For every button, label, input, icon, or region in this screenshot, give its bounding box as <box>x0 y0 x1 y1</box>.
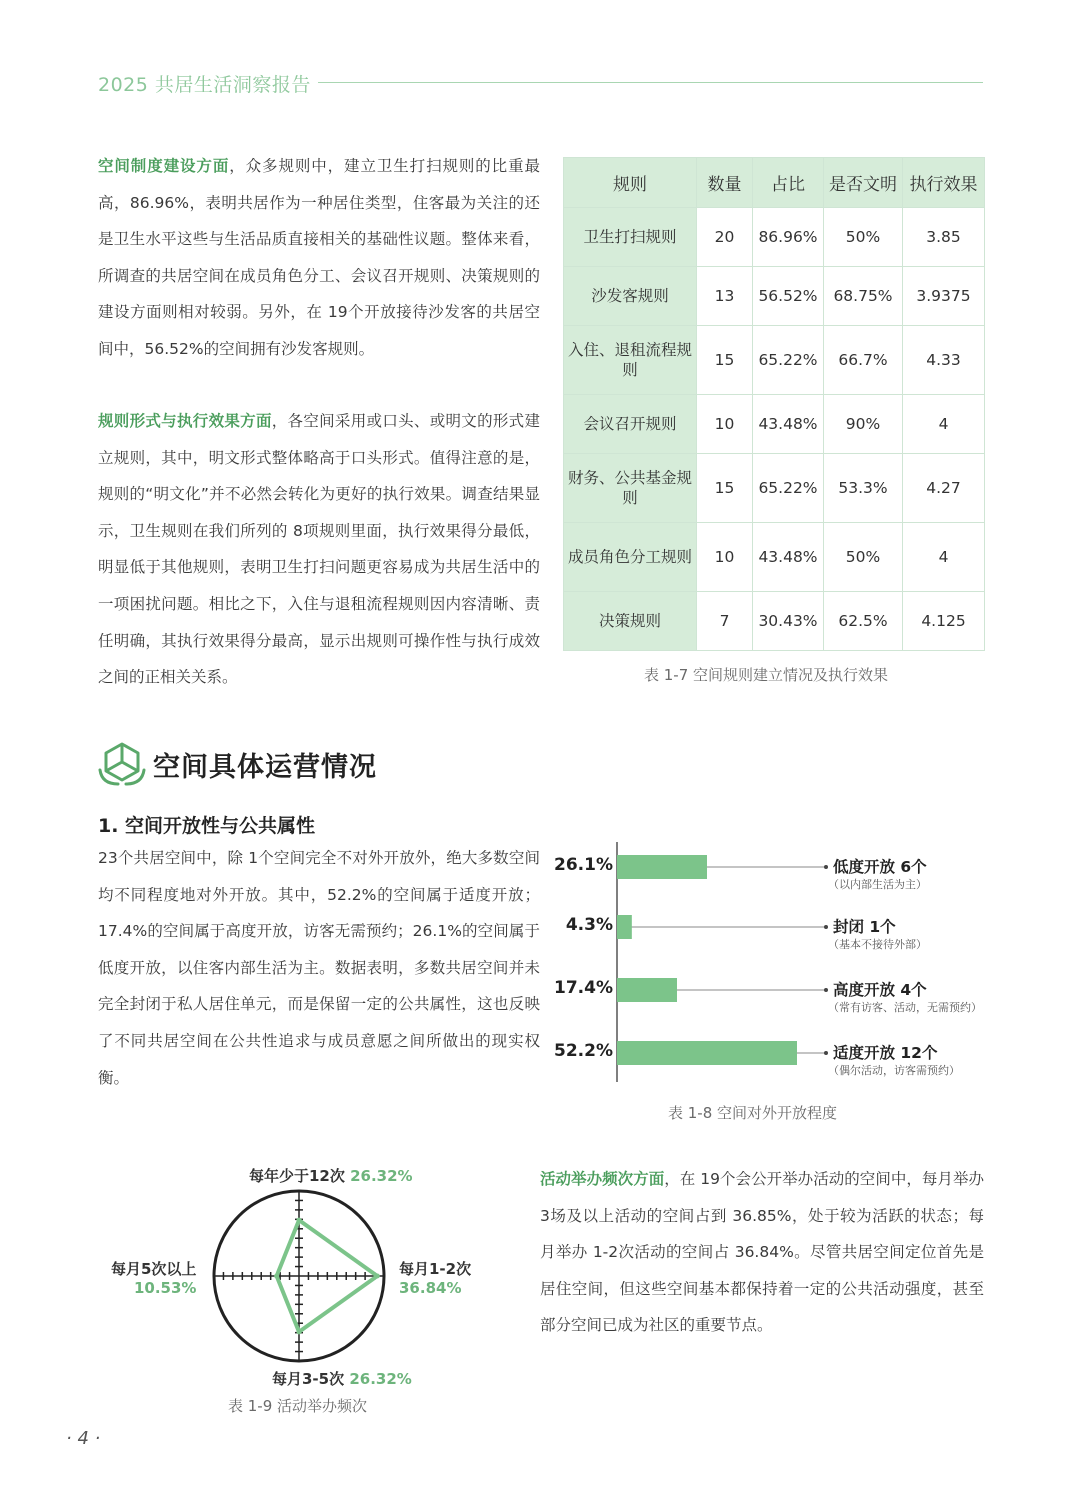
table-cell: 43.48% <box>753 395 824 454</box>
rule-name: 决策规则 <box>564 592 697 651</box>
table-cell: 4 <box>903 395 985 454</box>
col-header: 占比 <box>753 158 824 208</box>
bar-category-label: 低度开放 6个 <box>833 858 927 876</box>
table-row <box>564 523 985 592</box>
header-divider <box>318 82 983 83</box>
table-cell: 15 <box>697 326 753 395</box>
table-cell: 66.7% <box>824 326 903 395</box>
paragraph-rule-construction <box>98 148 540 368</box>
bar-category-label: 封闭 1个 <box>833 918 896 936</box>
paragraph-openness: 23个共居空间中，除 1个空间完全不对外开放外，绝大多数空间均不同程度地对外开放。其中，52.2%的空间属于适度开放；17.4%的空间属于高度开放，访客无需预约；26.1%的空间属于低度开放，以住客内部生活为主。数据表明，多数共居空间并未完全封闭于私人居住单元，而是保留一定的公共属性，这也反映了不同共居空间在公共性追求与成员意愿之间所做出的现实权衡。 <box>98 849 540 1087</box>
table-row <box>564 592 985 651</box>
rule-name: 沙发客规则 <box>564 267 697 326</box>
radar-axis-name: 每月5次以上 <box>111 1260 197 1278</box>
radar-point <box>375 1274 380 1279</box>
bar-value-label: 26.1% <box>554 855 613 875</box>
bar <box>617 915 632 939</box>
table-cell: 4.125 <box>903 592 985 651</box>
table-cell: 15 <box>697 454 753 523</box>
table-cell: 7 <box>697 592 753 651</box>
bar-value-label: 17.4% <box>554 978 613 998</box>
rule-name: 成员角色分工规则 <box>564 523 697 592</box>
page-number: · 4 · <box>66 1428 101 1449</box>
table-cell: 56.52% <box>753 267 824 326</box>
bar-leader-dot <box>824 988 828 992</box>
table-row <box>564 454 985 523</box>
table-cell: 50% <box>824 208 903 267</box>
table-header-row <box>564 158 985 208</box>
table-cell: 13 <box>697 267 753 326</box>
col-header: 数量 <box>697 158 753 208</box>
radar-axis-label <box>272 1368 412 1389</box>
radar-axis-label <box>111 1258 196 1297</box>
col-header: 执行效果 <box>903 158 985 208</box>
radar-point <box>297 1329 302 1334</box>
table-cell: 4.27 <box>903 454 985 523</box>
table-cell: 30.43% <box>753 592 824 651</box>
radar-point <box>274 1274 279 1279</box>
table-cell: 86.96% <box>753 208 824 267</box>
radar-value-label: 26.32% <box>350 1167 413 1185</box>
paragraph-activity <box>540 1161 984 1344</box>
table-cell: 3.85 <box>903 208 985 267</box>
table-cell: 10 <box>697 523 753 592</box>
paragraph-rule-form <box>98 403 540 696</box>
radar-axis-name: 每年少于12次 <box>249 1167 345 1185</box>
table-cell: 65.22% <box>753 326 824 395</box>
highlight-text: 活动举办频次方面 <box>540 1170 665 1188</box>
table-cell: 4.33 <box>903 326 985 395</box>
bar-leader-dot <box>824 925 828 929</box>
bar <box>617 855 707 879</box>
bar-note: （以内部生活为主） <box>828 878 927 891</box>
table-cell: 3.9375 <box>903 267 985 326</box>
subsection-title: 1. 空间开放性与公共属性 <box>98 815 316 837</box>
radar-axis-name: 每月3-5次 <box>272 1370 345 1388</box>
bar <box>617 1041 797 1065</box>
col-header: 是否文明 <box>824 158 903 208</box>
table-cell: 20 <box>697 208 753 267</box>
table-row <box>564 267 985 326</box>
chart-caption: 表 1-9 活动举办频次 <box>228 1397 368 1415</box>
rule-name: 会议召开规则 <box>564 395 697 454</box>
bar-leader-dot <box>824 865 828 869</box>
radar-value-label: 26.32% <box>349 1370 412 1388</box>
radar-series-polygon <box>277 1220 378 1332</box>
table-cell: 65.22% <box>753 454 824 523</box>
body-text: ，各空间采用或口头、或明文的形式建立规则，其中，明文形式整体略高于口头形式。值得注意的是，规则的“明文化”并不必然会转化为更好的执行效果。调查结果显示，卫生规则在我们所列的 8项规则里面，执行效果得分最低，明显低于其他规则，表明卫生打扫问题更容易成为共居生活中的一项困扰问题。相比之下，入住与退租流程规则因内容清晰、责任明确，其执行效果得分最高，显示出规则可操作性与执行成效之间的正相关关系。 <box>98 412 540 687</box>
bar-leader-dot <box>824 1051 828 1055</box>
bar-note: （基本不接待外部） <box>828 938 927 951</box>
bar-note: （常有访客、活动，无需预约） <box>828 1001 982 1014</box>
highlight-text: 规则形式与执行效果方面 <box>98 412 272 430</box>
col-header: 规则 <box>564 158 697 208</box>
radar-value-label: 36.84% <box>399 1279 462 1297</box>
section-title: 空间具体运营情况 <box>153 752 377 783</box>
table-cell: 62.5% <box>824 592 903 651</box>
table-cell: 68.75% <box>824 267 903 326</box>
body-text: ，在 19个会公开举办活动的空间中，每月举办 3场及以上活动的空间占到 36.85%，处于较为活跃的状态；每月举办 1-2次活动的空间占 36.84%。尽管共居空间定位首先是居住空间，但这些空间基本都保持着一定的公共活动强度，甚至部分空间已成为社区的重要节点。 <box>540 1170 984 1335</box>
table-cell: 90% <box>824 395 903 454</box>
highlight-text: 空间制度建设方面 <box>98 157 230 175</box>
bar-category-label: 高度开放 4个 <box>833 981 927 999</box>
rules-table <box>563 157 985 651</box>
radar-point <box>297 1218 302 1223</box>
bar-note: （偶尔活动，访客需预约） <box>828 1064 960 1077</box>
table-row <box>564 208 985 267</box>
bar-category-label: 适度开放 12个 <box>833 1044 938 1062</box>
body-text: ，众多规则中，建立卫生打扫规则的比重最高，86.96%，表明共居作为一种居住类型，住客最为关注的还是卫生水平这些与生活品质直接相关的基础性议题。整体来看，所调查的共居空间在成员角色分工、会议召开规则、决策规则的建设方面则相对较弱。另外，在 19个开放接待沙发客的共居空间中，56.52%的空间拥有沙发客规则。 <box>98 157 540 358</box>
table-cell: 4 <box>903 523 985 592</box>
bar-value-label: 52.2% <box>554 1041 613 1061</box>
radar-value-label: 10.53% <box>133 1279 197 1297</box>
header-title: 2025 共居生活洞察报告 <box>98 74 311 96</box>
bar <box>617 978 677 1002</box>
radar-circle <box>214 1191 384 1361</box>
table-caption: 表 1-7 空间规则建立情况及执行效果 <box>644 666 889 684</box>
table-cell: 50% <box>824 523 903 592</box>
table-row <box>564 395 985 454</box>
radar-axis-label <box>249 1165 413 1186</box>
bar-value-label: 4.3% <box>565 915 613 935</box>
table-row <box>564 326 985 395</box>
radar-axis-name: 每月1-2次 <box>399 1260 472 1278</box>
radar-axis-label <box>399 1258 471 1297</box>
rule-name: 入住、退租流程规则 <box>564 326 697 395</box>
table-cell: 53.3% <box>824 454 903 523</box>
community-icon <box>96 740 148 788</box>
rule-name: 财务、公共基金规则 <box>564 454 697 523</box>
table-cell: 43.48% <box>753 523 824 592</box>
chart-caption: 表 1-8 空间对外开放程度 <box>668 1104 838 1122</box>
table-cell: 10 <box>697 395 753 454</box>
rule-name: 卫生打扫规则 <box>564 208 697 267</box>
